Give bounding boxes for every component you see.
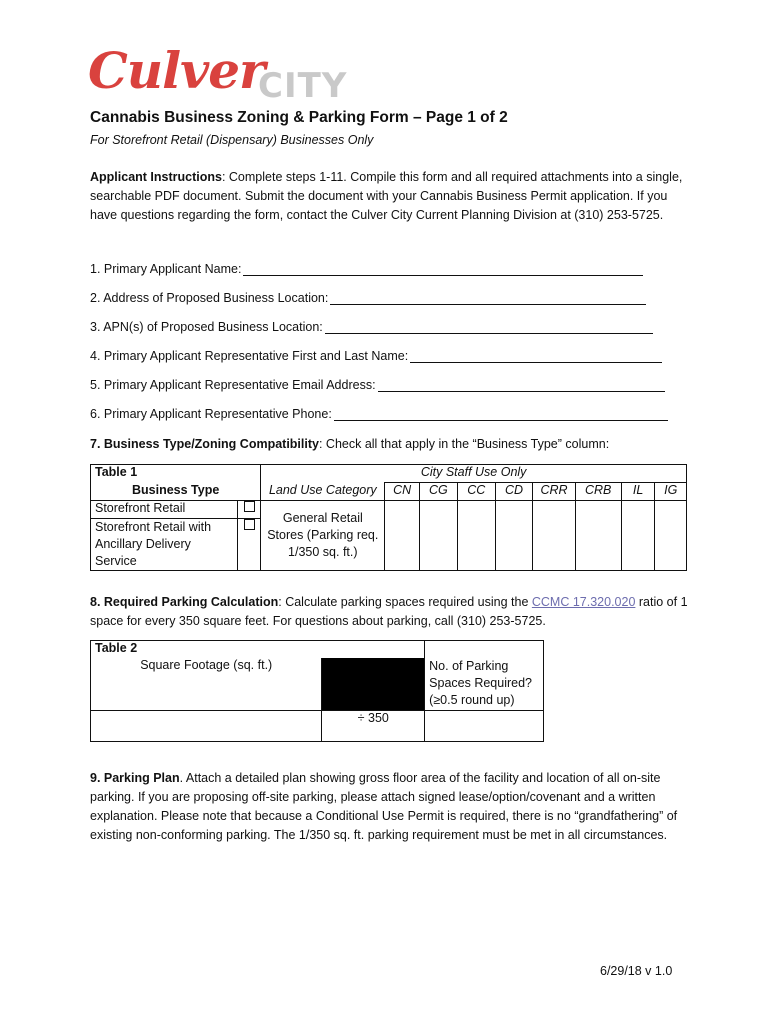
step8-text-before: : Calculate parking spaces required using the	[278, 595, 532, 609]
table1-title: Table 1	[91, 465, 261, 483]
step7-text: : Check all that apply in the “Business Type” column:	[318, 437, 610, 451]
checkbox-storefront[interactable]	[238, 501, 261, 519]
field-applicant-name[interactable]	[90, 262, 643, 276]
zone-header-cd: CD	[495, 483, 533, 501]
staff-use-header: City Staff Use Only	[261, 465, 687, 483]
table2-input-row	[91, 711, 544, 742]
step9-text: . Attach a detailed plan showing gross floor area of the facility and location of all on-site parking. If you are proposing off-site parking, please attach signed lease/option/covenant and a written explanation. Please note that because a Conditional Use Permit is required, there is no “grandfathering” of existing non-conforming parking. The 1/350 sq. ft. parking requirement must be met in all circumstances.	[90, 771, 678, 842]
staff-cell-crr	[533, 501, 575, 571]
business-type-storefront-delivery: Storefront Retail with Ancillary Delivery Service	[91, 519, 238, 571]
divisor-cell: ÷ 350	[322, 711, 425, 742]
staff-cell-cg	[420, 501, 458, 571]
staff-cell-cn	[385, 501, 420, 571]
land-use-header: Land Use Category	[261, 483, 385, 501]
table-2	[90, 640, 544, 742]
field-label: 2. Address of Proposed Business Location:	[90, 291, 329, 305]
square-footage-header: Square Footage (sq. ft.)	[91, 658, 322, 711]
field-label: 1. Primary Applicant Name:	[90, 262, 242, 276]
checkbox-icon[interactable]	[244, 519, 255, 530]
table2-title-spacer	[425, 641, 544, 659]
field-representative-name[interactable]	[90, 349, 662, 363]
logo-city-text: CITY	[258, 66, 348, 106]
field-label: 5. Primary Applicant Representative Email Address:	[90, 378, 376, 392]
input-line[interactable]	[330, 292, 646, 305]
field-label: 6. Primary Applicant Representative Phone:	[90, 407, 332, 421]
instructions-text: : Complete steps 1-11. Compile this form and all required attachments into a single, searchable PDF document. Submit the document with your Cannabis Business Permit application. If you have questions regarding the form, contact the Culver City Current Planning Division at (310) 253-5725.	[90, 170, 683, 222]
land-use-value: General Retail Stores (Parking req. 1/350 sq. ft.)	[261, 501, 385, 571]
checkbox-storefront-delivery[interactable]	[238, 519, 261, 571]
step9-label: 9. Parking Plan	[90, 771, 180, 785]
culver-city-logo	[88, 40, 358, 110]
field-label: 3. APN(s) of Proposed Business Location:	[90, 320, 323, 334]
zone-header-crb: CRB	[575, 483, 621, 501]
field-apn[interactable]	[90, 320, 653, 334]
input-line[interactable]	[325, 321, 653, 334]
step8-text-after: ratio of 1 space for every 350 square feet. For questions about parking, call (310) 253-5725.	[90, 595, 688, 628]
zone-header-cg: CG	[420, 483, 458, 501]
field-representative-phone[interactable]	[90, 407, 668, 421]
zone-header-cc: CC	[457, 483, 495, 501]
field-business-address[interactable]	[90, 291, 646, 305]
input-line[interactable]	[410, 350, 662, 363]
table2-header-row	[91, 658, 544, 711]
zone-header-il: IL	[621, 483, 655, 501]
staff-cell-crb	[575, 501, 621, 571]
step8-heading	[90, 593, 690, 631]
staff-cell-ig	[655, 501, 687, 571]
input-line[interactable]	[334, 408, 668, 421]
table-1	[90, 464, 687, 571]
version-footer: 6/29/18 v 1.0	[600, 964, 673, 978]
zone-header-crr: CRR	[533, 483, 575, 501]
page-title: Cannabis Business Zoning & Parking Form – Page 1 of 2	[90, 109, 508, 126]
zone-header-ig: IG	[655, 483, 687, 501]
step7-label: 7. Business Type/Zoning Compatibility	[90, 437, 319, 451]
table1-header-row-2	[91, 483, 687, 501]
ccmc-link[interactable]: CCMC 17.320.020	[531, 595, 636, 609]
parking-spaces-input[interactable]	[425, 711, 544, 742]
staff-cell-il	[621, 501, 655, 571]
staff-cell-cd	[495, 501, 533, 571]
business-type-header: Business Type	[91, 483, 261, 501]
field-representative-email[interactable]	[90, 378, 665, 392]
zone-header-cn: CN	[385, 483, 420, 501]
step7-heading	[90, 435, 690, 454]
table1-row-storefront	[91, 501, 687, 519]
blacked-out-header	[322, 658, 425, 711]
instructions-label: Applicant Instructions	[90, 170, 222, 184]
table2-title: Table 2	[91, 641, 322, 659]
staff-cell-cc	[457, 501, 495, 571]
table1-header-row-1	[91, 465, 687, 483]
business-type-storefront: Storefront Retail	[91, 501, 238, 519]
parking-spaces-header: No. of Parking Spaces Required? (≥0.5 round up)	[425, 658, 544, 711]
table2-title-spacer	[322, 641, 425, 659]
input-line[interactable]	[243, 263, 643, 276]
applicant-instructions	[90, 168, 690, 225]
logo-script-text: Culver	[88, 41, 265, 100]
field-label: 4. Primary Applicant Representative First and Last Name:	[90, 349, 409, 363]
square-footage-input[interactable]	[91, 711, 322, 742]
input-line[interactable]	[378, 379, 665, 392]
page-subtitle: For Storefront Retail (Dispensary) Businesses Only	[90, 133, 374, 147]
step9-paragraph	[90, 769, 690, 845]
table2-title-row	[91, 641, 544, 659]
step8-label: 8. Required Parking Calculation	[90, 595, 279, 609]
checkbox-icon[interactable]	[244, 501, 255, 512]
